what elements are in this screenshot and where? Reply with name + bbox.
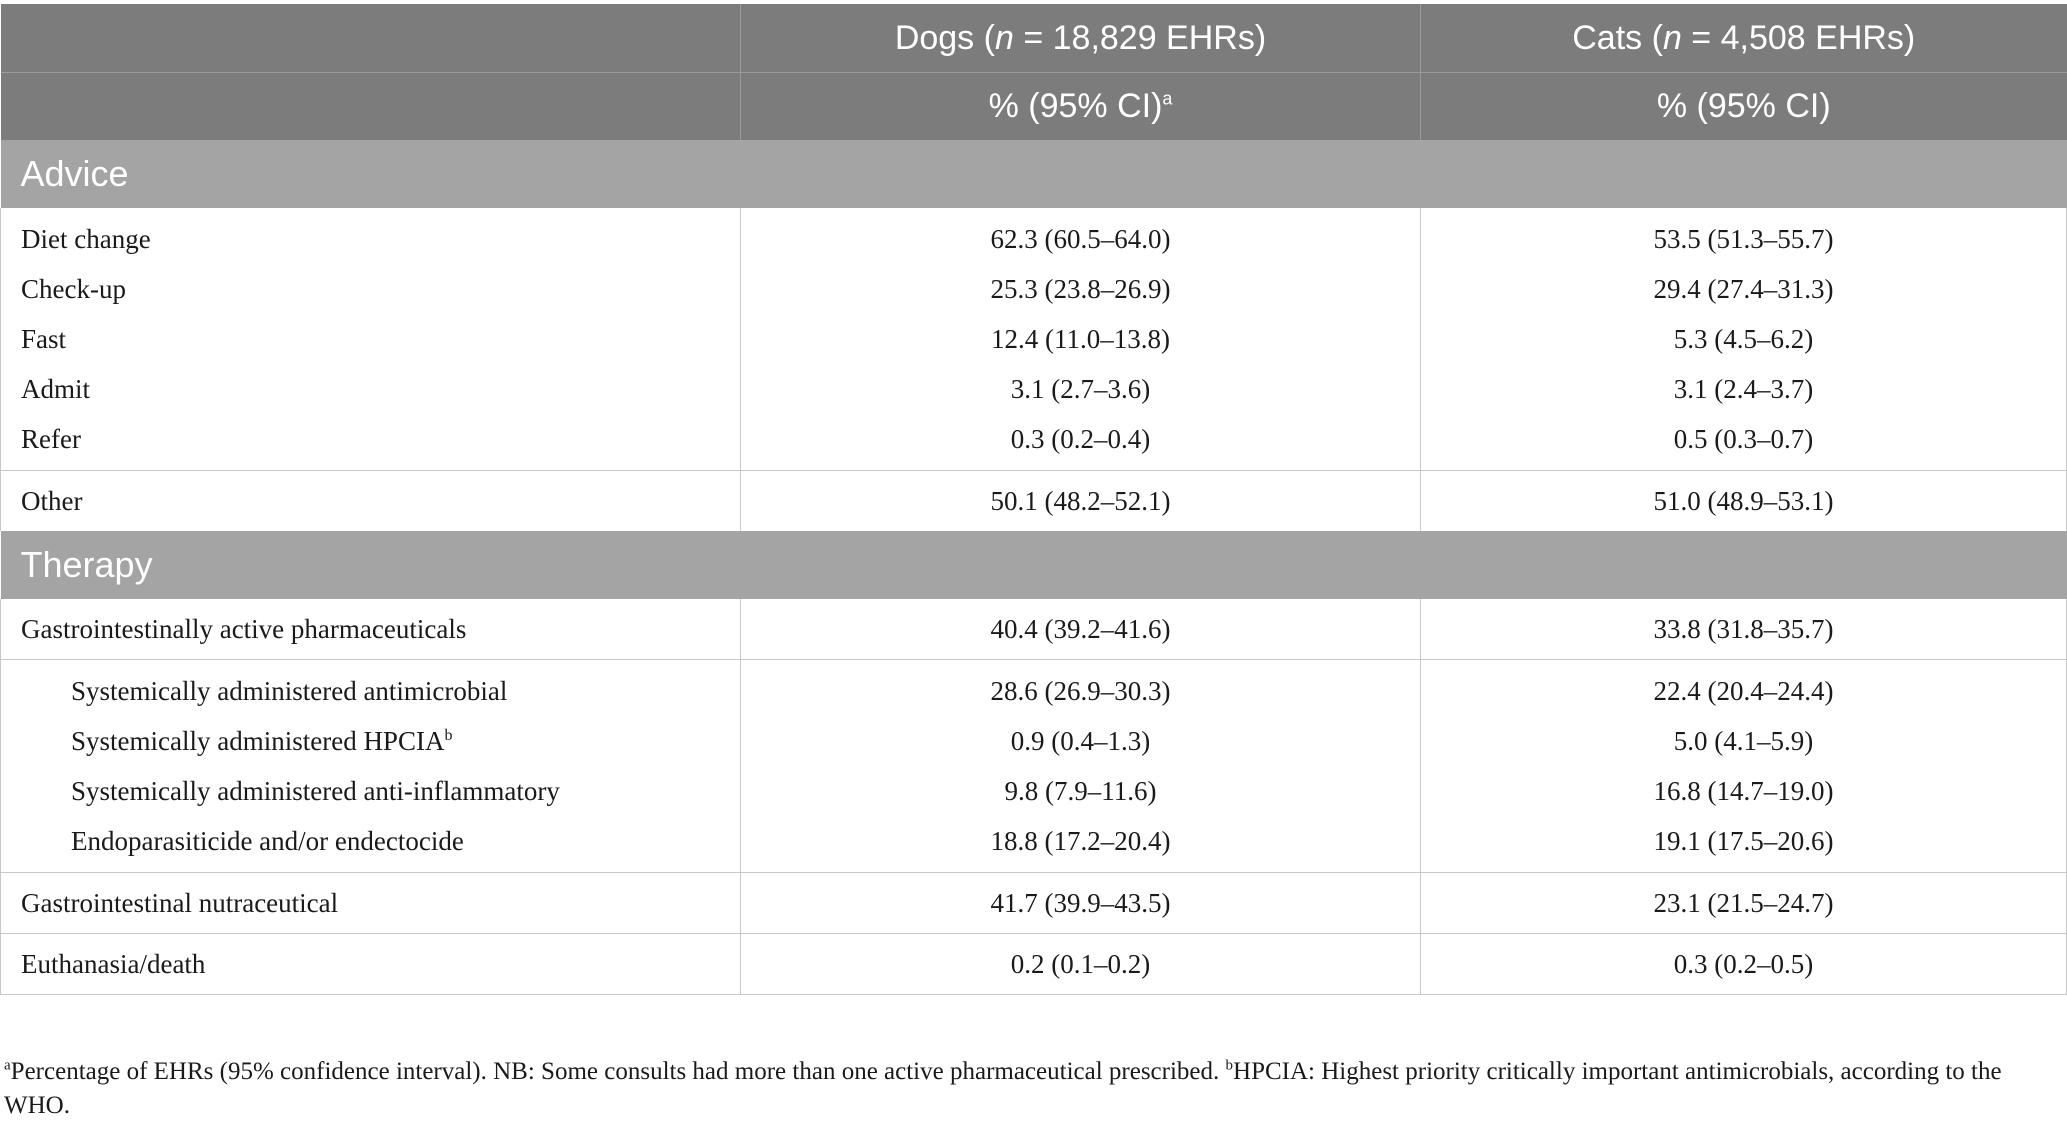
footnote-mark-a: a xyxy=(4,1057,11,1074)
row-label: Gastrointestinally active pharmaceuticals xyxy=(1,599,741,660)
cats-value: 0.3 (0.2–0.5) xyxy=(1421,934,2067,995)
row-label: Fast xyxy=(1,314,741,364)
cats-value: 16.8 (14.7–19.0) xyxy=(1421,766,2067,816)
dogs-value: 0.3 (0.2–0.4) xyxy=(741,414,1421,471)
cats-header: Cats (n = 4,508 EHRs) xyxy=(1421,4,2067,73)
row-label: Diet change xyxy=(1,208,741,264)
section-title: Therapy xyxy=(1,531,2067,599)
cats-subheader: % (95% CI) xyxy=(1421,73,2067,141)
table-row xyxy=(1,599,2067,660)
section-advice xyxy=(1,140,2067,208)
row-label: Euthanasia/death xyxy=(1,934,741,995)
row-label: Systemically administered antimicrobial xyxy=(1,660,741,717)
dogs-value: 25.3 (23.8–26.9) xyxy=(741,264,1421,314)
table-row xyxy=(1,471,2067,532)
cats-value: 53.5 (51.3–55.7) xyxy=(1421,208,2067,264)
table-row xyxy=(1,208,2067,264)
dogs-header: Dogs (n = 18,829 EHRs) xyxy=(741,4,1421,73)
footnote-mark-b: b xyxy=(1225,1057,1234,1074)
cats-value: 0.5 (0.3–0.7) xyxy=(1421,414,2067,471)
cats-value: 22.4 (20.4–24.4) xyxy=(1421,660,2067,717)
dogs-value: 12.4 (11.0–13.8) xyxy=(741,314,1421,364)
footnote-text-b: HPCIA: Highest priority critically important antimicrobials, according to the WHO. xyxy=(4,1058,2002,1119)
dogs-value: 62.3 (60.5–64.0) xyxy=(741,208,1421,264)
dogs-value: 3.1 (2.7–3.6) xyxy=(741,364,1421,414)
cats-value: 19.1 (17.5–20.6) xyxy=(1421,816,2067,873)
footnote-mark: b xyxy=(444,726,453,744)
row-label: Other xyxy=(1,471,741,532)
dogs-value: 40.4 (39.2–41.6) xyxy=(741,599,1421,660)
row-label: Endoparasiticide and/or endectocide xyxy=(1,816,741,873)
cats-value: 5.0 (4.1–5.9) xyxy=(1421,716,2067,766)
dogs-value: 9.8 (7.9–11.6) xyxy=(741,766,1421,816)
row-label: Gastrointestinal nutraceutical xyxy=(1,873,741,934)
dogs-value: 28.6 (26.9–30.3) xyxy=(741,660,1421,717)
table-row xyxy=(1,934,2067,995)
table-row xyxy=(1,660,2067,717)
header-blank xyxy=(1,4,741,73)
cats-value: 3.1 (2.4–3.7) xyxy=(1421,364,2067,414)
cats-value: 29.4 (27.4–31.3) xyxy=(1421,264,2067,314)
cats-value: 5.3 (4.5–6.2) xyxy=(1421,314,2067,364)
section-title: Advice xyxy=(1,140,2067,208)
table-row xyxy=(1,716,2067,766)
footnote-text-a: Percentage of EHRs (95% confidence interval). NB: Some consults had more than one active pharmaceutical prescribed. xyxy=(10,1058,1226,1085)
table-row xyxy=(1,816,2067,873)
table-row xyxy=(1,314,2067,364)
table-row xyxy=(1,766,2067,816)
table-row xyxy=(1,364,2067,414)
dogs-value: 41.7 (39.9–43.5) xyxy=(741,873,1421,934)
dogs-value: 18.8 (17.2–20.4) xyxy=(741,816,1421,873)
header-row xyxy=(1,4,2067,73)
cats-value: 23.1 (21.5–24.7) xyxy=(1421,873,2067,934)
subheader-row xyxy=(1,73,2067,141)
dogs-value: 50.1 (48.2–52.1) xyxy=(741,471,1421,532)
row-label: Refer xyxy=(1,414,741,471)
results-table xyxy=(0,4,2067,995)
row-label: Admit xyxy=(1,364,741,414)
section-therapy xyxy=(1,531,2067,599)
row-label: Systemically administered HPCIA$^b$ xyxy=(1,716,741,766)
dogs-subheader: % (95% CI)$^a$ xyxy=(741,73,1421,141)
row-label: Systemically administered anti-inflammatory xyxy=(1,766,741,816)
row-label: Check-up xyxy=(1,264,741,314)
subheader-blank xyxy=(1,73,741,141)
cats-value: 51.0 (48.9–53.1) xyxy=(1421,471,2067,532)
dogs-value: 0.2 (0.1–0.2) xyxy=(741,934,1421,995)
cats-value: 33.8 (31.8–35.7) xyxy=(1421,599,2067,660)
table-row xyxy=(1,873,2067,934)
table-row xyxy=(1,264,2067,314)
table-row xyxy=(1,414,2067,471)
dogs-value: 0.9 (0.4–1.3) xyxy=(741,716,1421,766)
table-footnote xyxy=(4,1055,2054,1123)
